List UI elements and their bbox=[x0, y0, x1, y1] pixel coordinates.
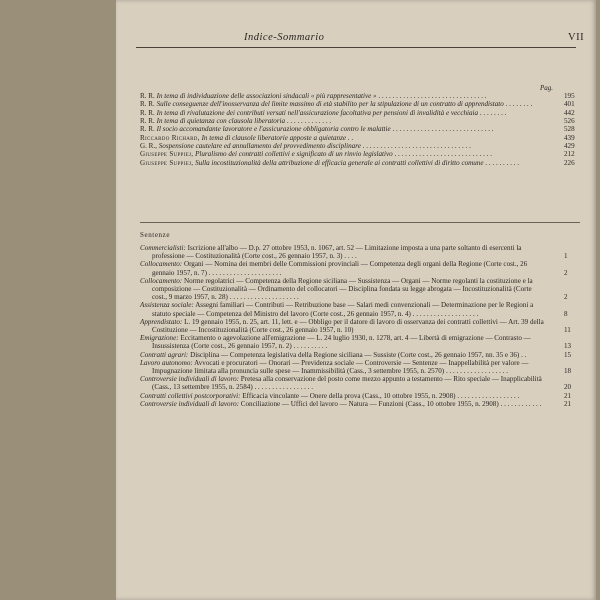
list-item: Assistenza sociale: Assegni familiari — Contributi — Retribuzione base — Salari medi convenzionali — Determinazione per le Regioni a statuto speciale — Competenza del Ministro del lavoro (Corte cost., 26 gennaio 1957, n. 4) . . . . . . . . . . . . . . . . . . . 8 bbox=[140, 301, 568, 318]
list-item: R. R. In tema di quietanza con clausola liberatoria . . . . . . . . . . . . . 526 bbox=[140, 117, 575, 126]
list-item: Lavoro autonomo: Avvocati e procuratori — Onorari — Previdenza sociale — Controversie — Sentenze — Inappellabilità per valore — Impugnazione limitata alla pronuncia sulle spese — Inammissibilità (Cass., 3 settembre 1955, n. 2570) . . . . . . . . . . . . . . . . . . 18 bbox=[140, 358, 572, 376]
list-item: R. R. In tema di individuazione delle associazioni sindacali « più rappresentative » . . . . . . . . . . . . . . . . . . . . . . . . . . . . . . . 195 bbox=[140, 92, 575, 100]
list-item: R. R. In tema di rivalutazione dei contributi versati nell'assicurazione facoltativa per pensioni di invalidità e vecchiaia . . . . . . . . 442 bbox=[140, 108, 575, 117]
list-item: R. R. Il socio accomandante lavoratore e l'assicurazione obbligatoria contro le malattie . . . . . . . . . . . . . . . . . . . . . . . . . . . . . 528 bbox=[140, 125, 575, 134]
list-item: Controversie individuali di lavoro: Conciliazione — Uffici del lavoro — Natura — Funzioni (Cass., 10 ottobre 1955, n. 2908) . . . . . . . . . . . . 21 bbox=[140, 399, 572, 408]
list-item: Riccardo Richard, In tema di clausole liberatorie apposte a quietanze . . 439 bbox=[140, 133, 575, 142]
list-item: Contratti agrari: Disciplina — Competenza legislativa della Regione siciliana — Sussiste (Corte cost., 26 gennaio 1957, nn. 35 e 36) . . 15 bbox=[140, 350, 572, 359]
list-item: R. R. Sulle conseguenze dell'inosservanza del limite massimo di età stabilito per la stipulazione di un contratto di apprendistato . . . . . . . . 401 bbox=[140, 100, 575, 109]
list-item: Commercialisti: Iscrizione all'albo — D.p. 27 ottobre 1953, n. 1067, art. 52 — Limitazione imposta a una parte soltanto di esercenti la professione — Costituzionalità (Corte cost., 26 gennaio 1957, n. 3) . . . . 1 bbox=[140, 244, 568, 261]
list-item: Collocamento: Organi — Nomina dei membri delle Commissioni provinciali — Competenza degli organi della Regione (Corte cost., 26 gennaio 1957, n. 7) . . . . . . . . . . . . . . . . . . . . . 2 bbox=[140, 260, 568, 277]
section-divider bbox=[140, 222, 580, 223]
articles-list bbox=[140, 92, 580, 167]
header-page-number: VII bbox=[568, 32, 585, 43]
list-item: Contratti collettivi postcorporativi: Efficacia vincolante — Onere della prova (Cass., 10 ottobre 1955, n. 2908) . . . . . . . . . . . . . . . . . . 21 bbox=[140, 391, 572, 400]
list-item: G. R., Sospensione cautelare ed annullamento del provvedimento disciplinare . . . . . . . . . . . . . . . . . . . . . . . . . . . . . . . 429 bbox=[140, 142, 575, 151]
list-item: Collocamento: Norme regolatrici — Competenza della Regione siciliana — Sussistenza — Organi — Norme regolanti la costituzione e la composizione — Costituzionalità — Ordinamento del collocatori — Disciplina fondata su legge abrogata — Incostituzionalità (Corte cost., 9 marzo 1957, n. 28) . . . . . . . . . . . . . . . . . . . . 2 bbox=[140, 276, 568, 302]
list-item: Giuseppe Suppiej, Pluralismo dei contratti collettivi e significato di un rinvio legislativo . . . . . . . . . . . . . . . . . . . . . . . . . . . . 212 bbox=[140, 150, 575, 159]
header-title: Indice-Sommario bbox=[244, 32, 325, 43]
list-item: Controversie individuali di lavoro: Pretesa alla conservazione del posto come mezzo appunto a testamento — Rito speciale — Inapplicabilità (Cass., 13 settembre 1955, n. 2584) . . . . . . . . . . . . . . . . . 20 bbox=[140, 375, 572, 392]
pag-column-label: Pag. bbox=[540, 84, 554, 92]
list-item: Giuseppe Suppiej, Sulla incostituzionalità della attribuzione di efficacia generale ai contratti collettivi di diritto comune . . . . . . . . . . 226 bbox=[140, 158, 575, 167]
list-item: Emigrazione: Eccitamento o agevolazione all'emigrazione — L. 24 luglio 1930, n. 1278, art. 4 — Libertà di emigrazione — Contrasto — Insussistenza (Corte cost., 26 gennaio 1957, n. 2) . . . . . . . . . . 13 bbox=[140, 334, 572, 351]
header-rule bbox=[136, 47, 576, 48]
running-header bbox=[116, 30, 596, 46]
list-item: Apprendistato: L. 19 gennaio 1955, n. 25, art. 11, lett. e — Obbligo per il datore di lavoro di osservanza dei contratti collettivi — Art. 39 della Costituzione — Incostituzionalità (Corte cost., 26 gennaio 1957, n. 10) 11 bbox=[140, 317, 571, 335]
sentenze-heading: Sentenze bbox=[140, 231, 171, 239]
sentenze-list bbox=[140, 244, 580, 408]
book-page bbox=[116, 0, 596, 600]
